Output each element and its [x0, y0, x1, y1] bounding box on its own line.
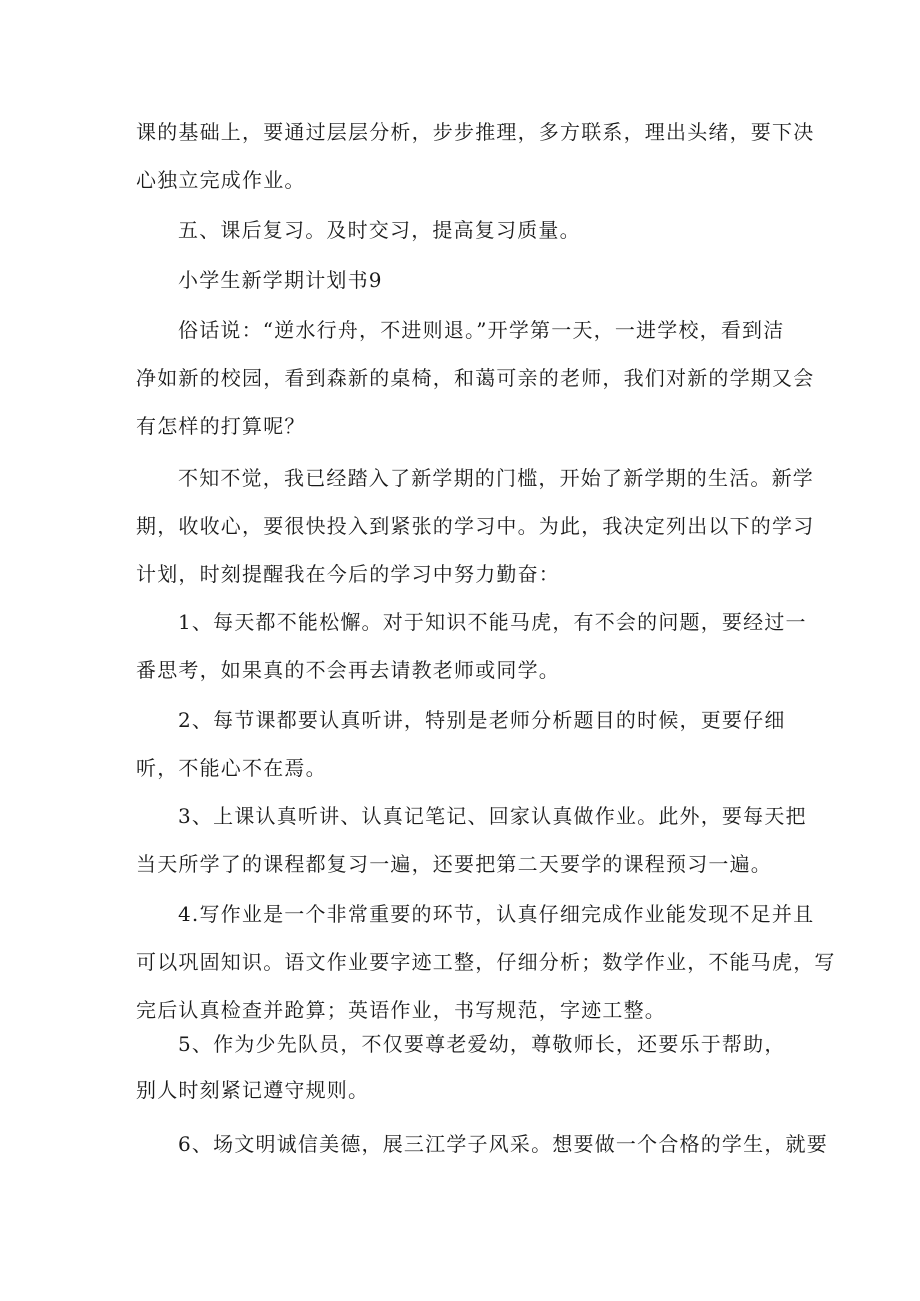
text-line: 俗话说：“逆水行舟，不进则退。”开学第一天，一进学校，看到洁 [178, 318, 785, 342]
text-line: 期，收收心，要很快投入到紧张的学习中。为此，我决定列出以下的学习 [136, 514, 815, 538]
text-line: 五、课后复习。及时交习，提高复习质量。 [178, 218, 581, 242]
text-line: 计划，时刻提醒我在今后的学习中努力勤奋： [136, 562, 560, 586]
text-line: 别人时刻紧记遵守规则。 [136, 1078, 370, 1102]
text-line: 心独立完成作业。 [136, 168, 306, 192]
text-line: 4.写作业是一个非常重要的环节，认真仔细完成作业能发现不足并且 [178, 902, 815, 926]
text-line: 完后认真检查并跄算；英语作业，书写规范，字迹工整。 [136, 998, 666, 1022]
text-line: 当天所学了的课程都复习一遍，还要把第二天要学的课程预习一遍。 [136, 852, 772, 876]
text-line: 可以巩固知识。语文作业要字迹工整，仔细分析；数学作业，不能马虎，写 [136, 950, 836, 974]
text-line: 净如新的校园，看到森新的桌椅，和蔼可亲的老师，我们对新的学期又会 [136, 366, 815, 390]
text-line: 番思考，如果真的不会再去请教老师或同学。 [136, 658, 560, 682]
text-line: 5、作为少先队员，不仅要尊老爱幼，尊敬师长，还要乐于帮助， [178, 1032, 786, 1056]
text-line: 2、每节课都要认真听讲，特别是老师分析题目的时候，更要仔细 [178, 708, 786, 732]
text-line: 课的基础上，要通过层层分析，步步推理，多方联系，理出头绪，要下决 [136, 120, 815, 144]
text-line: 1、每天都不能松懈。对于知识不能马虎，有不会的问题，要经过一 [178, 610, 807, 634]
text-line: 听，不能心不在焉。 [136, 756, 327, 780]
text-line: 不知不觉，我已经踏入了新学期的门槛，开始了新学期的生活。新学 [178, 466, 814, 490]
text-line: 6、场文明诚信美德，展三江学子风采。想要做一个合格的学生，就要 [178, 1132, 828, 1156]
text-line: 有怎样的打算呢？ [136, 414, 306, 438]
section-heading: 小学生新学期计划书9 [178, 268, 383, 292]
text-line: 3、上课认真听讲、认真记笔记、回家认真做作业。此外，要每天把 [178, 804, 807, 828]
